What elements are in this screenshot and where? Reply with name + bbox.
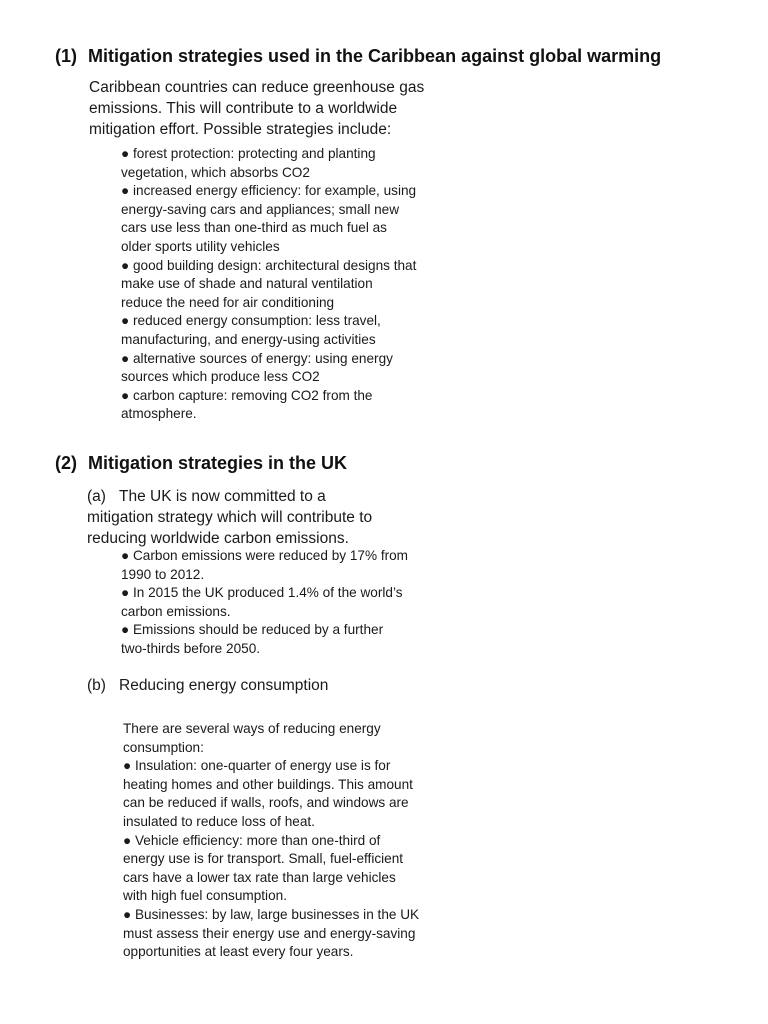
section-2-title: Mitigation strategies in the UK xyxy=(88,453,348,473)
section-2b-heading xyxy=(87,675,328,696)
intro-line: Caribbean countries can reduce greenhouse gas xyxy=(89,79,425,96)
bullet-line: reduce the need for air conditioning xyxy=(121,294,335,310)
bullet-line: vegetation, which absorbs CO2 xyxy=(121,164,310,180)
section-2-heading xyxy=(55,452,347,474)
intro-line: emissions. This will contribute to a worldwide xyxy=(89,100,398,117)
bullet-line: older sports utility vehicles xyxy=(121,238,280,254)
section-1-intro xyxy=(89,77,424,140)
body-line: must assess their energy use and energy-saving xyxy=(123,925,416,941)
part-a-first-line xyxy=(87,486,372,507)
bullet-line: ● reduced energy consumption: less travel, xyxy=(121,313,381,329)
body-line: opportunities at least every four years. xyxy=(123,944,354,960)
bullet-line: ● carbon capture: removing CO2 from the xyxy=(121,387,373,403)
section-2a-intro xyxy=(87,486,372,549)
bullet-line: ● Emissions should be reduced by a further xyxy=(121,622,384,638)
body-line: ● Insulation: one-quarter of energy use is for xyxy=(123,758,391,774)
bullet-line: sources which produce less CO2 xyxy=(121,369,320,385)
bullet-line: carbon emissions. xyxy=(121,603,231,619)
section-1-number: (1) xyxy=(55,46,77,66)
body-line: with high fuel consumption. xyxy=(123,888,287,904)
intro-line: reducing worldwide carbon emissions. xyxy=(87,530,349,547)
section-2-number: (2) xyxy=(55,453,77,473)
body-line: heating homes and other buildings. This amount xyxy=(123,776,413,792)
part-b-title: Reducing energy consumption xyxy=(119,677,329,694)
body-line: insulated to reduce loss of heat. xyxy=(123,813,315,829)
intro-line: mitigation strategy which will contribute to xyxy=(87,509,373,526)
intro-line: mitigation effort. Possible strategies include: xyxy=(89,121,392,138)
bullet-line: manufacturing, and energy-using activities xyxy=(121,331,376,347)
part-b-label: (b) xyxy=(87,677,106,694)
intro-line: The UK is now committed to a xyxy=(119,488,326,505)
body-line: consumption: xyxy=(123,739,204,755)
bullet-line: energy-saving cars and appliances; small new xyxy=(121,201,400,217)
body-line: There are several ways of reducing energy xyxy=(123,721,381,736)
part-a-label: (a) xyxy=(87,488,106,505)
body-line: ● Vehicle efficiency: more than one-third of xyxy=(123,832,381,848)
section-1-heading xyxy=(55,45,661,67)
bullet-line: ● forest protection: protecting and planting xyxy=(121,146,376,161)
bullet-line: ● Carbon emissions were reduced by 17% from xyxy=(121,548,409,563)
bullet-line: make use of shade and natural ventilation xyxy=(121,276,373,292)
bullet-line: 1990 to 2012. xyxy=(121,566,205,582)
body-line: cars have a lower tax rate than large vehicles xyxy=(123,869,396,885)
section-1-bullet-list xyxy=(121,145,416,424)
body-line: can be reduced if walls, roofs, and windows are xyxy=(123,795,409,811)
body-line: energy use is for transport. Small, fuel-efficient xyxy=(123,851,404,867)
bullet-line: ● increased energy efficiency: for example, using xyxy=(121,183,417,199)
section-2a-bullet-list xyxy=(121,547,408,659)
body-line: ● Businesses: by law, large businesses in the UK xyxy=(123,906,420,922)
bullet-line: ● alternative sources of energy: using energy xyxy=(121,350,393,366)
section-2b-body xyxy=(123,720,419,962)
bullet-line: cars use less than one-third as much fuel as xyxy=(121,220,387,236)
bullet-line: ● good building design: architectural designs that xyxy=(121,257,417,273)
bullet-line: two-thirds before 2050. xyxy=(121,640,261,656)
section-1-title: Mitigation strategies used in the Caribbean against global warming xyxy=(88,46,662,66)
bullet-line: atmosphere. xyxy=(121,406,197,422)
bullet-line: ● In 2015 the UK produced 1.4% of the world’s xyxy=(121,585,403,601)
